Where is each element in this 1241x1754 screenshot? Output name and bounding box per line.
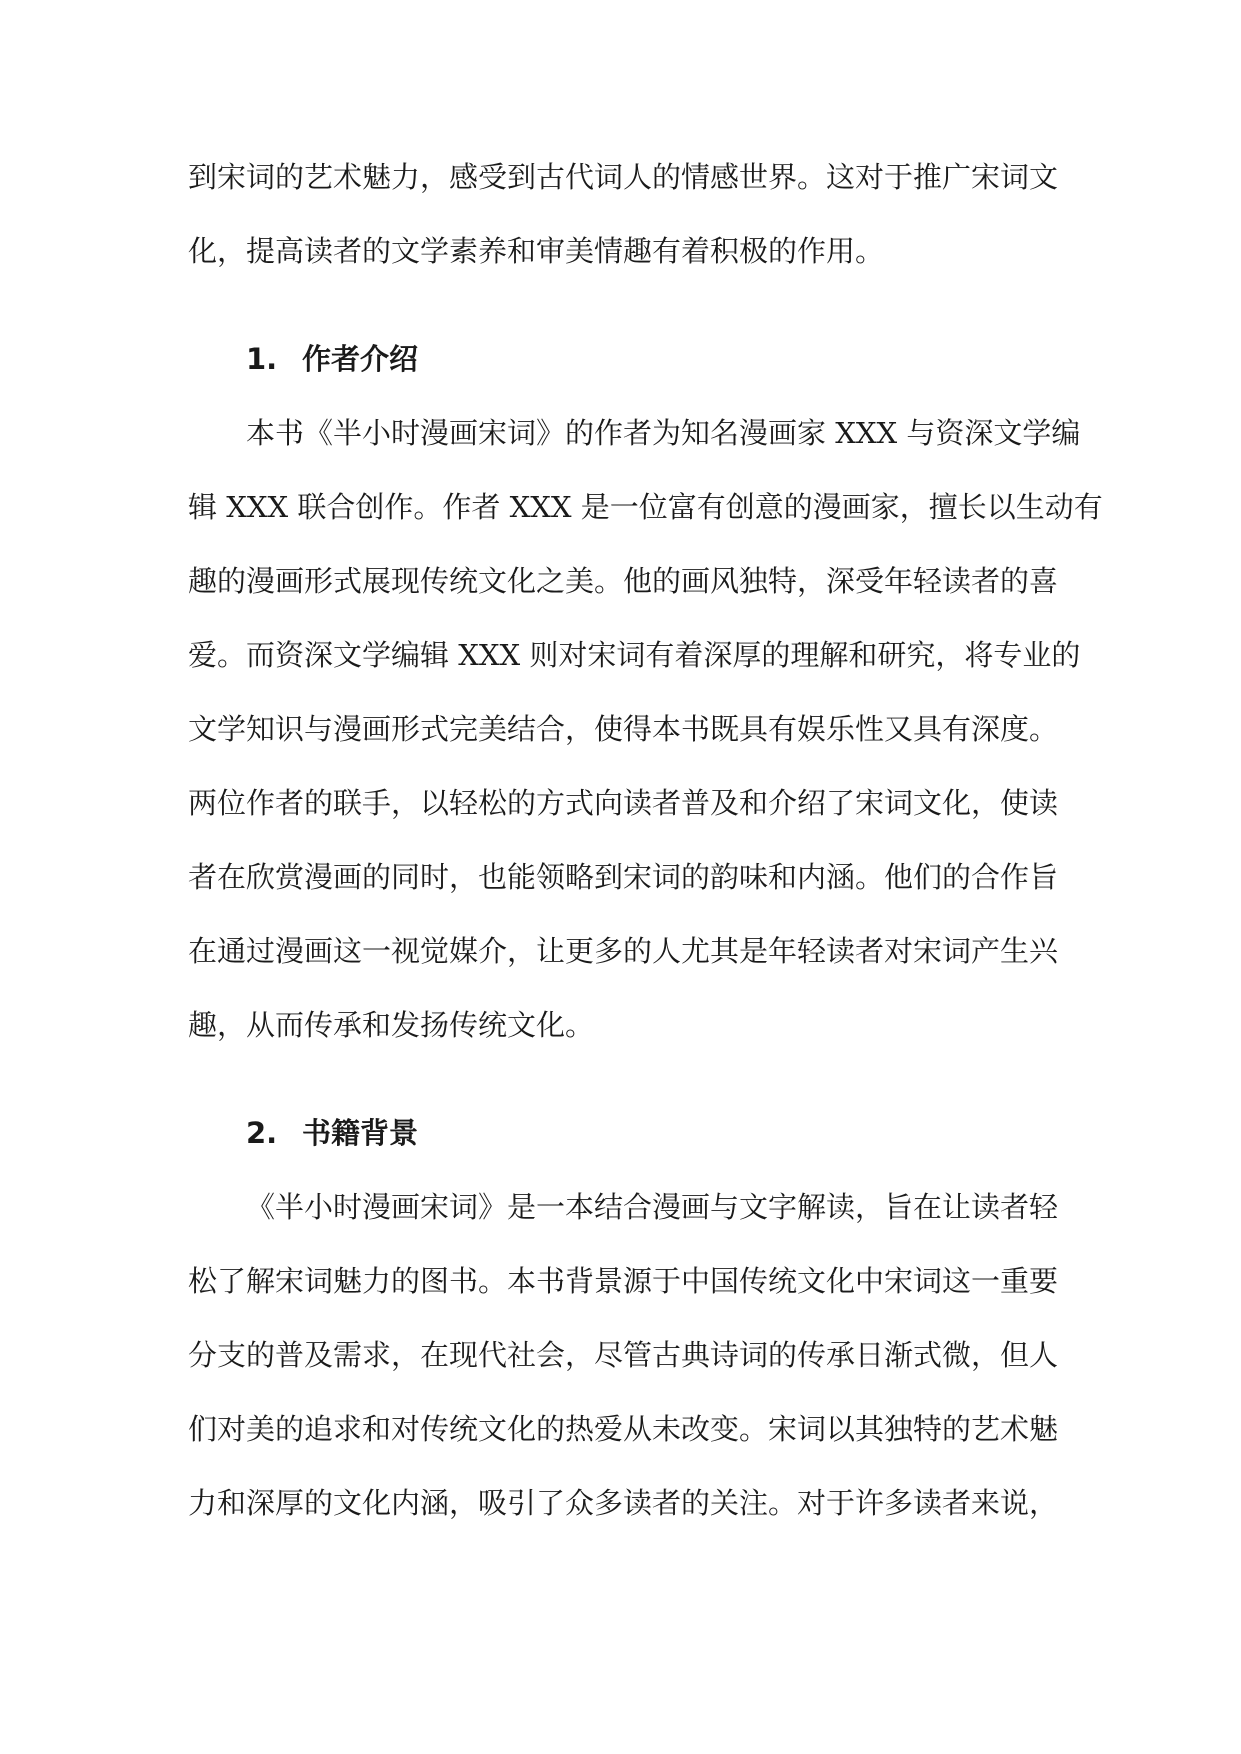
section-title: 书籍背景 bbox=[302, 1116, 419, 1150]
background-paragraph bbox=[188, 1170, 1058, 1540]
paragraph-line: 趣的漫画形式展现传统文化之美。他的画风独特，深受年轻读者的喜 bbox=[188, 564, 1059, 598]
section-number: 2. bbox=[246, 1116, 278, 1150]
paragraph-line: 分支的普及需求，在现代社会，尽管古典诗词的传承日渐式微，但人 bbox=[188, 1338, 1059, 1372]
section-heading-author bbox=[188, 322, 1058, 396]
paragraph-line: 《半小时漫画宋词》是一本结合漫画与文字解读，旨在让读者轻 bbox=[246, 1190, 1059, 1224]
paragraph-line: 辑 XXX 联合创作。作者 XXX 是一位富有创意的漫画家，擅长以生动有 bbox=[188, 490, 1103, 524]
paragraph-line: 本书《半小时漫画宋词》的作者为知名漫画家 XXX 与资深文学编 bbox=[246, 416, 1081, 450]
document-page bbox=[188, 140, 1103, 1540]
author-paragraph bbox=[188, 396, 1103, 1062]
paragraph-line: 文学知识与漫画形式完美结合，使得本书既具有娱乐性又具有深度。 bbox=[188, 712, 1059, 746]
paragraph-line: 们对美的追求和对传统文化的热爱从未改变。宋词以其独特的艺术魅 bbox=[188, 1412, 1059, 1446]
section-title: 作者介绍 bbox=[302, 342, 419, 376]
paragraph-line: 两位作者的联手，以轻松的方式向读者普及和介绍了宋词文化，使读 bbox=[188, 786, 1059, 820]
section-number: 1. bbox=[246, 342, 278, 376]
paragraph-line: 爱。而资深文学编辑 XXX 则对宋词有着深厚的理解和研究，将专业的 bbox=[188, 638, 1081, 672]
paragraph-line: 到宋词的艺术魅力，感受到古代词人的情感世界。这对于推广宋词文 bbox=[188, 160, 1059, 194]
spacer bbox=[188, 288, 1058, 322]
spacer bbox=[188, 1062, 1058, 1096]
paragraph-line: 在通过漫画这一视觉媒介，让更多的人尤其是年轻读者对宋词产生兴 bbox=[188, 934, 1059, 968]
section-heading-background bbox=[188, 1096, 1058, 1170]
paragraph-line: 者在欣赏漫画的同时，也能领略到宋词的韵味和内涵。他们的合作旨 bbox=[188, 860, 1059, 894]
paragraph-line: 力和深厚的文化内涵，吸引了众多读者的关注。对于许多读者来说， bbox=[188, 1486, 1059, 1520]
paragraph-line: 趣，从而传承和发扬传统文化。 bbox=[188, 1008, 595, 1042]
intro-paragraph bbox=[188, 140, 1058, 288]
paragraph-line: 松了解宋词魅力的图书。本书背景源于中国传统文化中宋词这一重要 bbox=[188, 1264, 1059, 1298]
paragraph-line: 化，提高读者的文学素养和审美情趣有着积极的作用。 bbox=[188, 234, 885, 268]
